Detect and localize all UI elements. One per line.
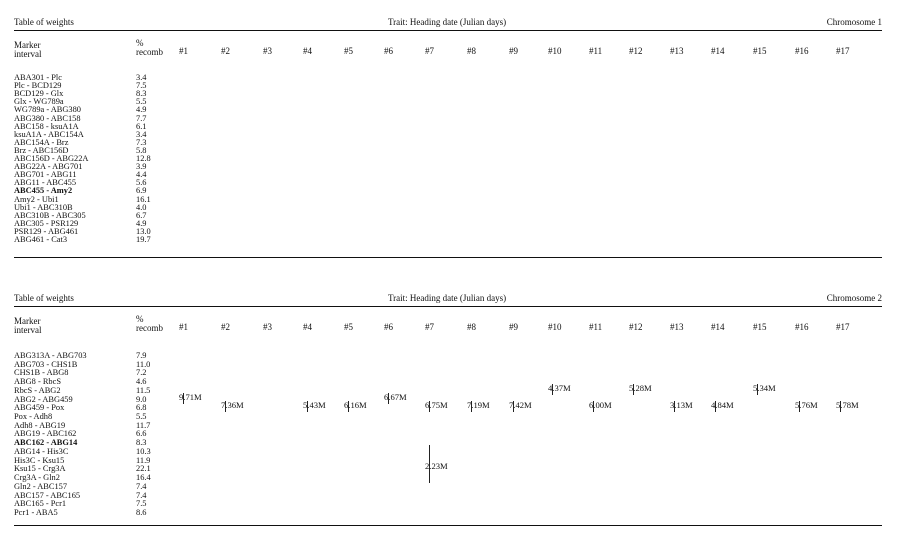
recomb-cell: 7.5	[136, 499, 147, 509]
column-header-6: #6	[384, 322, 393, 332]
recomb-cell: 7.5	[136, 81, 147, 91]
column-header-8: #8	[467, 322, 476, 332]
column-header-12: #12	[629, 322, 643, 332]
marker-interval-cell: ABC156D - ABG22A	[14, 154, 89, 163]
marker-interval-cell: ABG19 - ABC162	[14, 429, 77, 439]
column-header-10: #10	[548, 322, 562, 332]
recomb-cell: 12.8	[136, 154, 151, 163]
column-header-12: #12	[629, 46, 643, 56]
marker-interval-cell: ABG2 - ABG459	[14, 394, 73, 404]
marker-interval-cell: ABG313A - ABG703	[14, 351, 87, 360]
marker-interval-cell: WG789a - ABG380	[14, 105, 81, 115]
recomb-header: recomb	[136, 323, 163, 333]
recomb-cell: 6.8	[136, 403, 147, 413]
marker-interval-cell: His3C - Ksu15	[14, 455, 65, 465]
recomb-cell: 16.4	[136, 473, 151, 483]
recomb-cell: 6.1	[136, 121, 147, 131]
marker-interval-cell: ABA301 - Plc	[14, 73, 62, 82]
column-header-3: #3	[263, 46, 272, 56]
recomb-cell: 4.0	[136, 202, 147, 212]
marker-interval-cell: ABC455 - Amy2	[14, 186, 73, 196]
recomb-cell: 4.6	[136, 377, 147, 387]
qtl-weight-label: 9.71M	[179, 391, 202, 402]
recomb-cell: 11.7	[136, 420, 151, 430]
qtl-weight-label: 7.19M	[467, 400, 490, 411]
marker-interval-cell: Glx - WG789a	[14, 97, 64, 107]
marker-interval-cell: PSR129 - ABG461	[14, 226, 79, 236]
marker-header: interval	[14, 49, 42, 59]
marker-interval-cell: ABG701 - ABG11	[14, 170, 77, 180]
marker-interval-cell: ABG459 - Pox	[14, 403, 65, 413]
recomb-cell: 6.9	[136, 186, 147, 196]
column-header-15: #15	[753, 322, 767, 332]
marker-interval-cell: ABG380 - ABC158	[14, 113, 81, 123]
recomb-cell: 3.4	[136, 129, 147, 139]
column-header-15: #15	[753, 46, 767, 56]
bottom-rule	[14, 525, 882, 526]
qtl-weight-label: 7.36M	[221, 400, 244, 411]
marker-interval-cell: Amy2 - Ubi1	[14, 194, 59, 204]
recomb-cell: 8.6	[136, 507, 147, 517]
recomb-cell: 6.6	[136, 429, 147, 439]
marker-interval-cell: ABC165 - Pcr1	[14, 499, 67, 509]
column-header-17: #17	[836, 46, 850, 56]
recomb-cell: 7.7	[136, 113, 147, 123]
qtl-weight-label: 7.42M	[509, 400, 532, 411]
qtl-weight-label: 5.28M	[629, 382, 652, 393]
marker-interval-cell: ABG22A - ABG701	[14, 162, 83, 172]
recomb-cell: 5.6	[136, 178, 147, 188]
recomb-cell: 3.9	[136, 162, 147, 172]
marker-interval-cell: Gln2 - ABC157	[14, 481, 68, 491]
recomb-cell: 8.3	[136, 89, 147, 99]
qtl-weight-label: 5.34M	[753, 382, 776, 393]
marker-interval-cell: Pcr1 - ABA5	[14, 507, 58, 517]
marker-interval-cell: ABC305 - PSR129	[14, 218, 79, 228]
column-header-5: #5	[344, 46, 353, 56]
marker-interval-cell: ABG11 - ABC455	[14, 178, 77, 188]
recomb-cell: 16.1	[136, 194, 151, 204]
marker-header: Marker	[14, 40, 41, 50]
column-header-2: #2	[221, 322, 230, 332]
recomb-header: %	[136, 314, 144, 324]
column-header-16: #16	[795, 322, 809, 332]
recomb-cell: 7.4	[136, 490, 147, 500]
recomb-cell: 11.9	[136, 455, 151, 465]
marker-interval-cell: ABG703 - CHS1B	[14, 359, 78, 369]
marker-interval-cell: ABC157 - ABC165	[14, 490, 81, 500]
column-header-4: #4	[303, 322, 312, 332]
column-header-9: #9	[509, 322, 518, 332]
marker-interval-cell: Pox - Adh8	[14, 412, 53, 422]
marker-interval-cell: Ksu15 - Crg3A	[14, 464, 66, 474]
marker-interval-cell: ABC158 - ksuA1A	[14, 121, 79, 131]
marker-header: Marker	[14, 316, 41, 326]
column-header-2: #2	[221, 46, 230, 56]
column-header-7: #7	[425, 322, 434, 332]
recomb-cell: 3.4	[136, 73, 147, 82]
qtl-weight-label: 6.00M	[589, 400, 612, 411]
marker-interval-cell: RbcS - ABG2	[14, 385, 61, 395]
qtl-weight-label: 5.76M	[795, 400, 818, 411]
column-header-14: #14	[711, 322, 725, 332]
column-header-13: #13	[670, 46, 684, 56]
recomb-header: recomb	[136, 47, 163, 57]
column-header-1: #1	[179, 322, 188, 332]
qtl-weight-label: 6.75M	[425, 400, 448, 411]
recomb-cell: 19.7	[136, 235, 151, 244]
qtl-weight-label: 6.67M	[384, 391, 407, 402]
marker-interval-cell: Adh8 - ABG19	[14, 420, 66, 430]
marker-interval-cell: BCD129 - Glx	[14, 89, 64, 99]
recomb-cell: 6.7	[136, 210, 147, 220]
column-header-5: #5	[344, 322, 353, 332]
recomb-cell: 22.1	[136, 464, 151, 474]
recomb-header: %	[136, 38, 144, 48]
qtl-weight-label: 2.23M	[425, 461, 448, 472]
chromosome-label: Chromosome 2	[826, 293, 882, 303]
recomb-cell: 10.3	[136, 446, 151, 456]
recomb-cell: 7.4	[136, 481, 147, 491]
column-header-4: #4	[303, 46, 312, 56]
column-header-13: #13	[670, 322, 684, 332]
column-header-10: #10	[548, 46, 562, 56]
column-header-11: #11	[589, 46, 603, 56]
header-rule	[14, 30, 882, 31]
marker-interval-cell: ABC162 - ABG14	[14, 438, 78, 448]
marker-interval-cell: ABG14 - His3C	[14, 446, 69, 456]
marker-interval-cell: Crg3A - Gln2	[14, 473, 60, 483]
marker-interval-cell: Plc - BCD129	[14, 81, 62, 91]
qtl-weight-label: 4.84M	[711, 400, 734, 411]
qtl-weight-label: 5.78M	[836, 400, 859, 411]
column-header-17: #17	[836, 322, 850, 332]
marker-interval-cell: Brz - ABC156D	[14, 145, 69, 155]
chromosome-label: Chromosome 1	[826, 17, 882, 27]
recomb-cell: 8.3	[136, 438, 147, 448]
table-title: Table of weights	[14, 17, 74, 27]
marker-interval-cell: CHS1B - ABG8	[14, 368, 69, 378]
column-header-8: #8	[467, 46, 476, 56]
column-header-16: #16	[795, 46, 809, 56]
recomb-cell: 9.0	[136, 394, 147, 404]
recomb-cell: 5.8	[136, 145, 147, 155]
recomb-cell: 7.3	[136, 137, 147, 147]
marker-interval-cell: Ubi1 - ABC310B	[14, 202, 73, 212]
column-header-9: #9	[509, 46, 518, 56]
column-header-6: #6	[384, 46, 393, 56]
recomb-cell: 5.5	[136, 97, 147, 107]
column-header-11: #11	[589, 322, 603, 332]
recomb-cell: 11.5	[136, 385, 151, 395]
recomb-cell: 7.9	[136, 351, 147, 360]
recomb-cell: 11.0	[136, 359, 151, 369]
header-rule	[14, 306, 882, 307]
marker-interval-cell: ksuA1A - ABC154A	[14, 129, 84, 139]
marker-interval-cell: ABC310B - ABC305	[14, 210, 86, 220]
marker-header: interval	[14, 325, 42, 335]
qtl-weight-label: 3.13M	[670, 400, 693, 411]
recomb-cell: 5.5	[136, 412, 147, 422]
recomb-cell: 4.9	[136, 105, 147, 115]
column-header-3: #3	[263, 322, 272, 332]
qtl-weight-label: 5.43M	[303, 400, 326, 411]
column-header-1: #1	[179, 46, 188, 56]
recomb-cell: 4.9	[136, 218, 147, 228]
trait-title: Trait: Heading date (Julian days)	[388, 293, 507, 303]
column-header-7: #7	[425, 46, 434, 56]
recomb-cell: 4.4	[136, 170, 147, 180]
recomb-cell: 7.2	[136, 368, 147, 378]
marker-interval-cell: ABC154A - Brz	[14, 137, 69, 147]
marker-interval-cell: ABG461 - Cat3	[14, 235, 68, 244]
trait-title: Trait: Heading date (Julian days)	[388, 17, 507, 27]
marker-interval-cell: ABG8 - RbcS	[14, 377, 61, 387]
qtl-weight-label: 4.37M	[548, 382, 571, 393]
qtl-weight-label: 6.16M	[344, 400, 367, 411]
bottom-rule	[14, 257, 882, 258]
recomb-cell: 13.0	[136, 226, 151, 236]
column-header-14: #14	[711, 46, 725, 56]
table-title: Table of weights	[14, 293, 74, 303]
